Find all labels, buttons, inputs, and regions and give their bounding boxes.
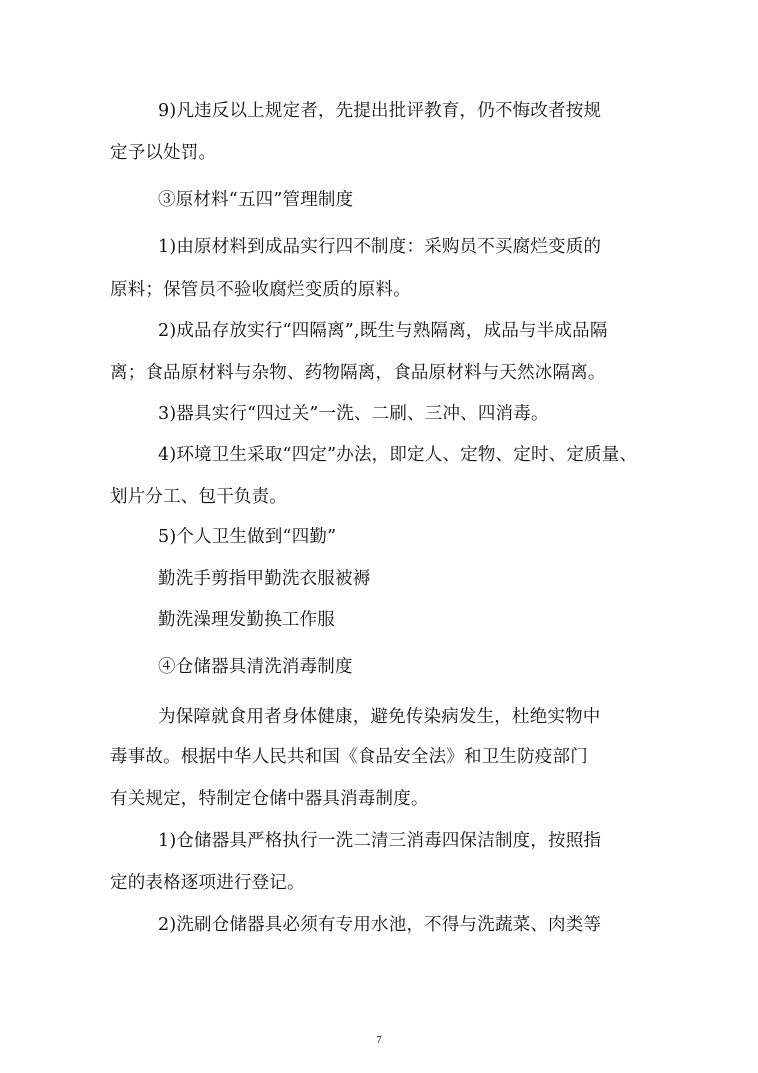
item-3-line: 3)器具实行“四过关”一洗、二刷、三冲、四消毒。 — [158, 404, 549, 424]
item-5-detail-1: 勤洗手剪指甲勤洗衣服被褥 — [158, 569, 371, 589]
section-heading-storage: ④仓储器具清洗消毒制度 — [158, 657, 353, 677]
item-5-line: 5)个人卫生做到“四勤” — [158, 527, 337, 547]
storage-item-1-line-1: 1)仓储器具严格执行一洗二清三消毒四保洁制度，按照指 — [158, 831, 602, 851]
item-1-line-1: 1)由原材料到成品实行四不制度：采购员不买腐烂变质的 — [158, 237, 602, 257]
item-2-line-2: 离；食品原材料与杂物、药物隔离，食品原材料与天然冰隔离。 — [110, 363, 606, 383]
intro-line-1: 为保障就食用者身体健康，避免传染病发生，杜绝实物中 — [158, 707, 601, 727]
section-heading-raw-materials: ③原材料“五四”管理制度 — [158, 190, 354, 210]
rule-9-line-1: 9)凡违反以上规定者，先提出批评教育，仍不悔改者按规 — [158, 101, 602, 121]
item-4-line-1: 4)环境卫生采取“四定”办法，即定人、定物、定时、定质量、 — [158, 445, 638, 465]
page-number: 7 — [376, 1034, 382, 1046]
intro-line-2: 毒事故。根据中华人民共和国《食品安全法》和卫生防疫部门 — [110, 747, 588, 767]
item-2-line-1: 2)成品存放实行“四隔离”,既生与熟隔离，成品与半成品隔 — [158, 321, 608, 341]
storage-item-1-line-2: 定的表格逐项进行登记。 — [110, 873, 305, 893]
intro-line-3: 有关规定，特制定仓储中器具消毒制度。 — [110, 789, 429, 809]
item-5-detail-2: 勤洗澡理发勤换工作服 — [158, 610, 335, 630]
storage-item-2-line-1: 2)洗刷仓储器具必须有专用水池，不得与洗蔬菜、肉类等 — [158, 915, 602, 935]
rule-9-line-2: 定予以处罚。 — [110, 143, 217, 163]
item-4-line-2: 划片分工、包干负责。 — [110, 487, 287, 507]
item-1-line-2: 原料；保管员不验收腐烂变质的原料。 — [110, 280, 411, 300]
